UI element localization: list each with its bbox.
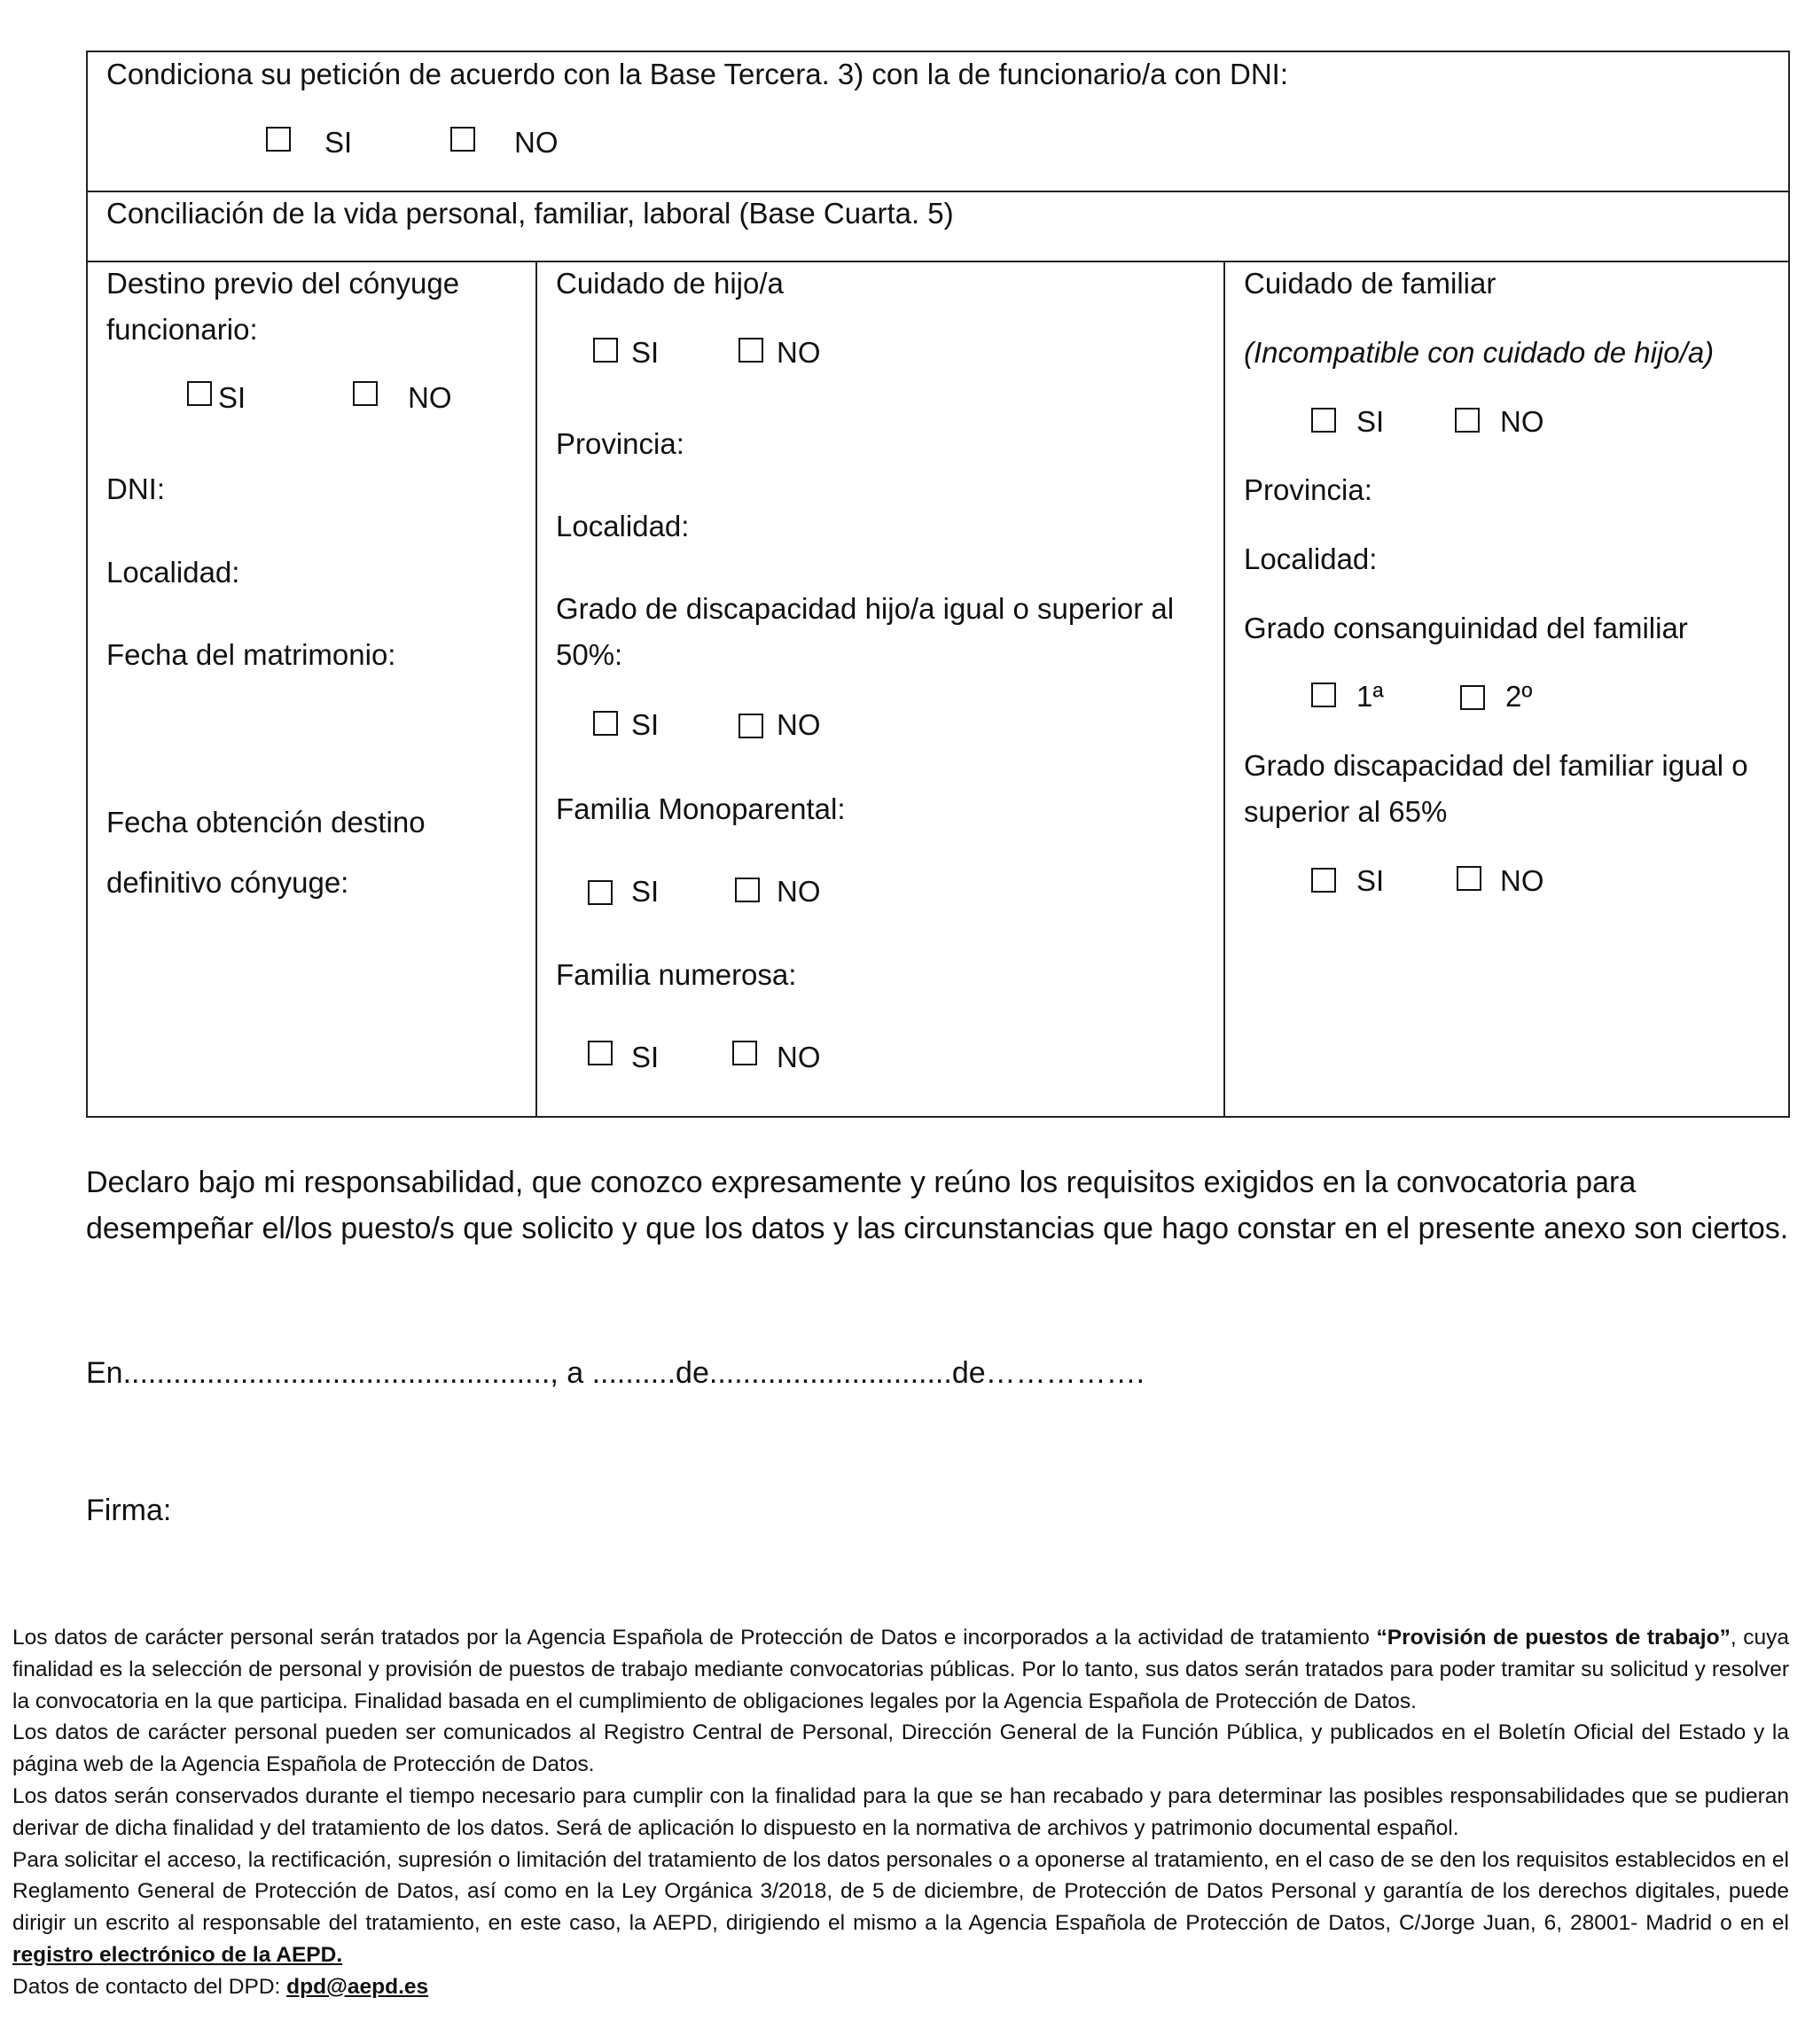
- spouse-title: Destino previo del cónyuge funcionario:: [106, 267, 460, 346]
- spouse-localidad-label: Localidad:: [106, 556, 240, 589]
- spouse-no-checkbox[interactable]: [353, 381, 378, 406]
- child-discapacidad-si-checkbox[interactable]: [593, 711, 618, 736]
- legal-paragraph-3: Los datos serán conservados durante el tiempo necesario para cumplir con la finalidad para la que se han recabado y para determinar las posibles responsabilidades que se pudieran derivar de dicha finalidad y del tratamiento de los datos. Será de aplicación lo dispuesto en la normativa de archivos y patrimonio documental español.: [12, 1783, 1789, 1840]
- child-si-label: SI: [631, 336, 660, 369]
- registro-electronico-link[interactable]: registro electrónico de la AEPD.: [12, 1942, 343, 1967]
- child-numerosa-no-label: NO: [777, 1041, 821, 1073]
- condition-no-label: NO: [514, 126, 559, 159]
- child-monoparental-si-checkbox[interactable]: [588, 880, 613, 905]
- legal-paragraph-2: Los datos de carácter personal pueden ser comunicados al Registro Central de Personal, Dirección General de la Función Pública, y publicados en el Boletín Oficial del Estado y la página web de la Agencia Española de Protección de Datos.: [12, 1720, 1789, 1777]
- table-divider-col2: [1223, 261, 1225, 1118]
- family-note: (Incompatible con cuidado de hijo/a): [1244, 336, 1715, 369]
- legal-p5-text: Datos de contacto del DPD:: [12, 1974, 287, 1999]
- child-monoparental-no-label: NO: [777, 875, 821, 908]
- condition-text: Condiciona su petición de acuerdo con la Base Tercera. 3) con la de funcionario/a con DNI:: [106, 58, 1289, 90]
- child-monoparental-si-label: SI: [631, 875, 660, 908]
- spouse-fecha-obtencion-label-2: definitivo cónyuge:: [106, 866, 349, 899]
- place-date-line: En..................................................., a ..........de.............................de…………….: [86, 1356, 1145, 1390]
- family-localidad-label: Localidad:: [1244, 542, 1378, 575]
- dpd-email-link[interactable]: dpd@aepd.es: [286, 1974, 429, 1999]
- child-localidad-label: Localidad:: [556, 510, 690, 542]
- conciliation-heading: Conciliación de la vida personal, familiar, laboral (Base Cuarta. 5): [106, 197, 954, 230]
- family-discapacidad-si-label: SI: [1356, 864, 1385, 897]
- child-numerosa-no-checkbox[interactable]: [732, 1041, 757, 1065]
- family-grado-1-checkbox[interactable]: [1311, 683, 1336, 707]
- legal-p1-bold: “Provisión de puestos de trabajo”: [1376, 1626, 1731, 1650]
- family-discapacidad-no-checkbox[interactable]: [1457, 866, 1481, 891]
- family-discapacidad-label: Grado discapacidad del familiar igual o superior al 65%: [1244, 749, 1748, 828]
- spouse-fecha-obtencion-label-1: Fecha obtención destino: [106, 806, 426, 839]
- legal-paragraph-5: [12, 1971, 1789, 2003]
- family-title: Cuidado de familiar: [1244, 267, 1497, 300]
- child-no-label: NO: [777, 336, 821, 369]
- child-discapacidad-si-label: SI: [631, 708, 660, 741]
- signature-label: Firma:: [86, 1494, 172, 1527]
- table-divider-col1: [535, 261, 537, 1118]
- family-no-checkbox[interactable]: [1455, 408, 1480, 433]
- child-discapacidad-no-label: NO: [777, 708, 821, 741]
- child-numerosa-si-checkbox[interactable]: [588, 1041, 613, 1065]
- spouse-dni-label: DNI:: [106, 472, 165, 505]
- child-monoparental-label: Familia Monoparental:: [556, 792, 846, 825]
- legal-p4-text: Para solicitar el acceso, la rectificación, supresión o limitación del tratamiento de los datos personales o a oponerse al tratamiento, en el caso de se den los requisitos establecidos en el Reglamento General de Protección de Datos, así como en la Ley Orgánica 3/2018, de 5 de diciembre, de Protección de Datos Personal y garantía de los derechos digitales, puede dirigir un escrito al responsable del tratamiento, en este caso, la AEPD, dirigiendo el mismo a la Agencia Española de Protección de Datos, C/Jorge Juan, 6, 28001- Madrid o en el: [12, 1847, 1789, 1936]
- child-monoparental-no-checkbox[interactable]: [735, 878, 760, 902]
- family-consanguinidad-label: Grado consanguinidad del familiar: [1244, 612, 1688, 644]
- family-grado-1-label: 1ª: [1356, 680, 1384, 713]
- child-discapacidad-label: Grado de discapacidad hijo/a igual o superior al 50%:: [556, 592, 1175, 671]
- legal-paragraph-4: [12, 1845, 1789, 1971]
- family-grado-2-label: 2º: [1505, 680, 1533, 713]
- spouse-si-checkbox[interactable]: [187, 381, 212, 406]
- child-si-checkbox[interactable]: [593, 338, 618, 363]
- family-si-label: SI: [1356, 405, 1385, 438]
- condition-si-checkbox[interactable]: [266, 127, 291, 152]
- condition-si-label: SI: [324, 126, 353, 159]
- spouse-no-label: NO: [408, 381, 452, 414]
- family-provincia-label: Provincia:: [1244, 473, 1372, 506]
- declaration-text: Declaro bajo mi responsabilidad, que conozco expresamente y reúno los requisitos exigidos en la convocatoria para desempeñar el/los puesto/s que solicito y que los datos y las circunstancias que hago constar en el presente anexo son ciertos.: [86, 1166, 1789, 1245]
- legal-p1-text-b: , cuya finalidad es la selección de personal y provisión de puestos de trabajo mediante convocatorias públicas. Por lo tanto, sus datos serán tratados para poder tramitar su solicitud y resolver la convocatoria en la que participa. Finalidad basada en el cumplimiento de obligaciones legales por la Agencia Española de Protección de Datos.: [12, 1626, 1789, 1713]
- legal-p1-text-a: Los datos de carácter personal serán tratados por la Agencia Española de Protección de Datos e incorporados a la actividad de tratamiento: [12, 1626, 1377, 1650]
- condition-no-checkbox[interactable]: [450, 127, 475, 152]
- legal-notice: [12, 1622, 1789, 2003]
- spouse-si-label: SI: [218, 381, 246, 414]
- child-discapacidad-no-checkbox[interactable]: [738, 714, 763, 738]
- child-title: Cuidado de hijo/a: [556, 267, 784, 300]
- family-discapacidad-si-checkbox[interactable]: [1311, 868, 1336, 893]
- child-numerosa-label: Familia numerosa:: [556, 958, 797, 991]
- family-no-label: NO: [1500, 405, 1544, 438]
- family-si-checkbox[interactable]: [1311, 408, 1336, 433]
- child-no-checkbox[interactable]: [738, 338, 763, 363]
- legal-paragraph-1: [12, 1622, 1789, 1717]
- child-provincia-label: Provincia:: [556, 427, 684, 460]
- family-grado-2-checkbox[interactable]: [1460, 685, 1485, 710]
- family-discapacidad-no-label: NO: [1500, 864, 1544, 897]
- spouse-fecha-matrimonio-label: Fecha del matrimonio:: [106, 638, 396, 671]
- child-numerosa-si-label: SI: [631, 1041, 660, 1073]
